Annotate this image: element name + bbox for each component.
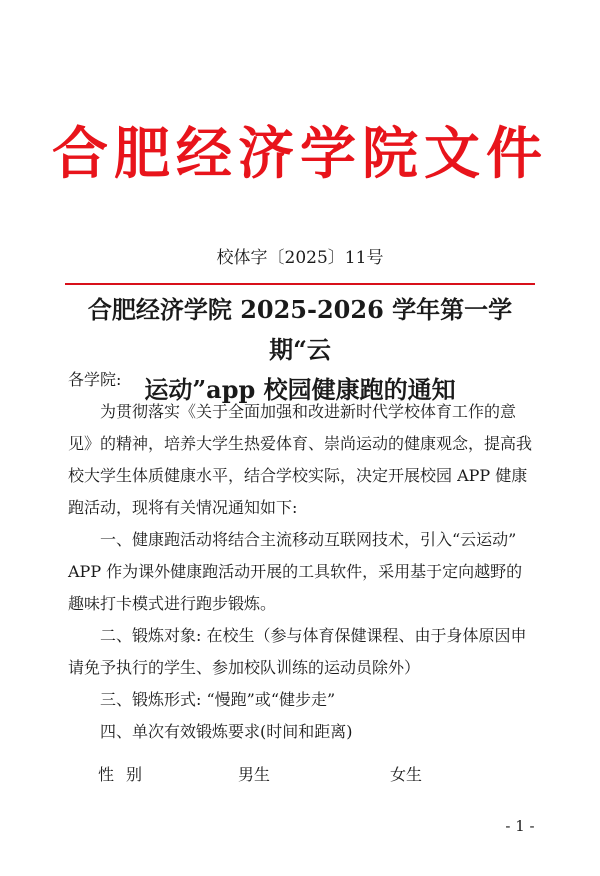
red-divider-line xyxy=(65,283,535,285)
notice-body xyxy=(68,364,538,748)
salutation: 各学院: xyxy=(68,370,122,389)
page-number: - 1 - xyxy=(505,817,535,835)
paragraph-item-3: 三、锻炼形式: “慢跑”或“健步走” xyxy=(100,690,336,709)
paragraph-intro: 为贯彻落实《关于全面加强和改进新时代学校体育工作的意见》的精神，培养大学生热爱体育、崇尚运动的健康观念，提高我校大学生体质健康水平，结合学校实际，决定开展校园 APP 健康跑活动，现将有关情况通知如下: xyxy=(68,402,533,517)
table-header-gender: 性别 xyxy=(98,765,155,784)
paragraph-item-2: 二、锻炼对象: 在校生（参与体育保健课程、由于身体原因申请免予执行的学生、参加校队训练的运动员除外） xyxy=(68,626,527,677)
table-header-male: 男生 xyxy=(238,765,271,784)
document-number: 校体字〔2025〕11号 xyxy=(216,248,384,268)
notice-title-line-1: 合肥经济学院 2025-2026 学年第一学期“云 xyxy=(87,295,513,364)
notice-title-line-2: 运动”app 校园健康跑的通知 xyxy=(144,375,456,404)
paragraph-item-1: 一、健康跑活动将结合主流移动互联网技术，引入“云运动” APP 作为课外健康跑活动开展的工具软件，采用基于定向越野的趣味打卡模式进行跑步锻炼。 xyxy=(68,530,523,613)
document-header-title: 合肥经济学院文件 xyxy=(52,122,548,187)
paragraph-item-4: 四、单次有效锻炼要求(时间和距离) xyxy=(100,722,353,741)
requirements-table-header xyxy=(98,760,518,790)
table-header-female: 女生 xyxy=(390,765,423,784)
